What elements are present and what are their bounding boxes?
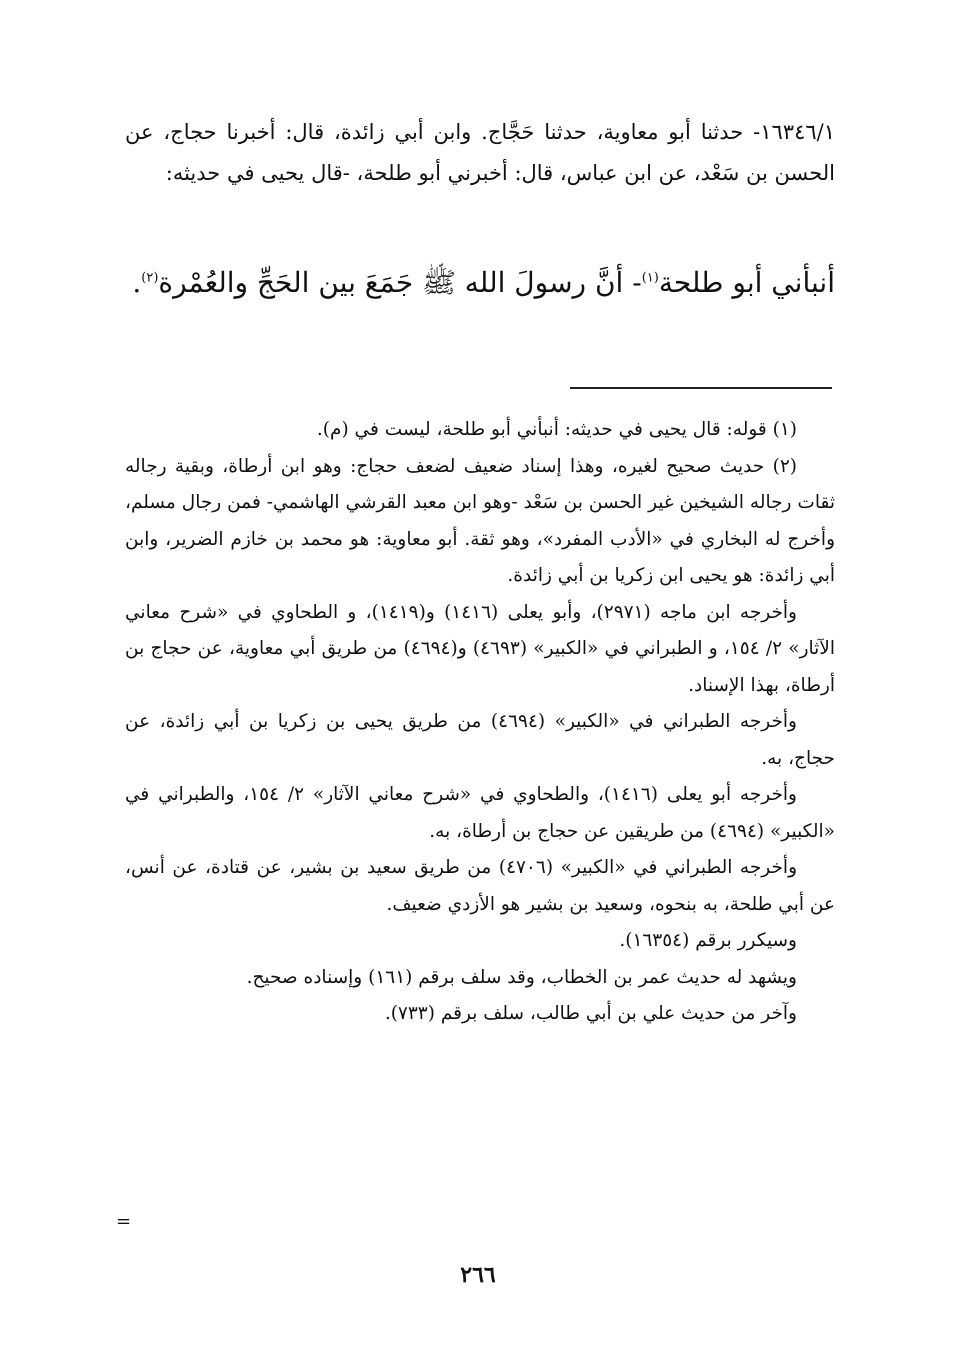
footnotes-section [125, 412, 835, 1033]
footnote-paragraph: وآخر من حديث علي بن أبي طالب، سلف برقم (٧٣٣). [384, 1003, 797, 1024]
footnote-paragraph: ويشهد له حديث عمر بن الخطاب، وقد سلف برقم (١٦١) وإسناده صحيح. [246, 966, 797, 988]
hadith-chain-text [125, 112, 835, 194]
footnote-paragraph: وأخرجه ابن ماجه (٢٩٧١)، وأبو يعلى (١٤١٦) و(١٤١٩)، و الطحاوي في «شرح معاني الآثار» ٢/ ١٥٤، و الطبراني في «الكبير» (٤٦٩٣) و(٤٦٩٤) من طريق أبي معاوية، عن حجاج بن أرطاة، بهذا الإسناد. [125, 601, 835, 696]
footnote-separator [570, 387, 832, 389]
hadith-matn [125, 252, 835, 314]
footnote-2: (٢) حديث صحيح لغيره، وهذا إسناد ضعيف لضعف حجاج: وهو ابن أرطاة، وبقية رجاله ثقات رجاله الشيخين غير الحسن بن سَعْد -وهو ابن معبد القرشي الهاشمي- فمن رجال مسلم، وأخرج له البخاري في «الأدب المفرد»، وهو ثقة. أبو معاوية: هو محمد بن خازم الضرير، وابن أبي زائدة: هو يحيى ابن زكريا بن أبي زائدة. [125, 455, 835, 586]
footnote-paragraph: وأخرجه الطبراني في «الكبير» (٤٦٩٤) من طريق يحيى بن زكريا بن أبي زائدة، عن حجاج، به. [125, 711, 835, 769]
footnote-ref-2: (٢) [141, 270, 159, 286]
footnote-ref-1: (١) [641, 270, 659, 286]
footnote-paragraph: وسيكرر برقم (١٦٣٥٤). [619, 930, 797, 951]
matn-part-1: أنبأني أبو طلحة [658, 266, 835, 299]
footnote-paragraph: وأخرجه أبو يعلى (١٤١٦)، والطحاوي في «شرح معاني الآثار» ٢/ ١٥٤، والطبراني في «الكبير» (٤٦٩٤) من طريقين عن حجاج بن أرطاة، به. [125, 784, 835, 842]
footnote-paragraph: وأخرجه الطبراني في «الكبير» (٤٧٠٦) من طريق سعيد بن بشير، عن قتادة، عن أنس، عن أبي طلحة، به بنحوه، وسعيد بن بشير هو الأزدي ضعيف. [125, 857, 835, 915]
page-number: ٢٦٦ [460, 1262, 496, 1288]
matn-part-2: - أنَّ رسولَ الله ﷺ جَمَعَ بين الحَجِّ والعُمْرة [158, 266, 642, 299]
continuation-mark: = [116, 1211, 132, 1232]
footnote-1: (١) قوله: قال يحيى في حديثه: أنبأني أبو طلحة، ليست في (م). [316, 419, 797, 440]
matn-end: . [132, 266, 142, 299]
isnad-paragraph: ١٦٣٤٦/١- حدثنا أبو معاوية، حدثنا حَجَّاج. وابن أبي زائدة، قال: أخبرنا حجاج، عن الحسن بن سَعْد، عن ابن عباس، قال: أخبرني أبو طلحة، -قال يحيى في حديثه: [125, 120, 835, 185]
